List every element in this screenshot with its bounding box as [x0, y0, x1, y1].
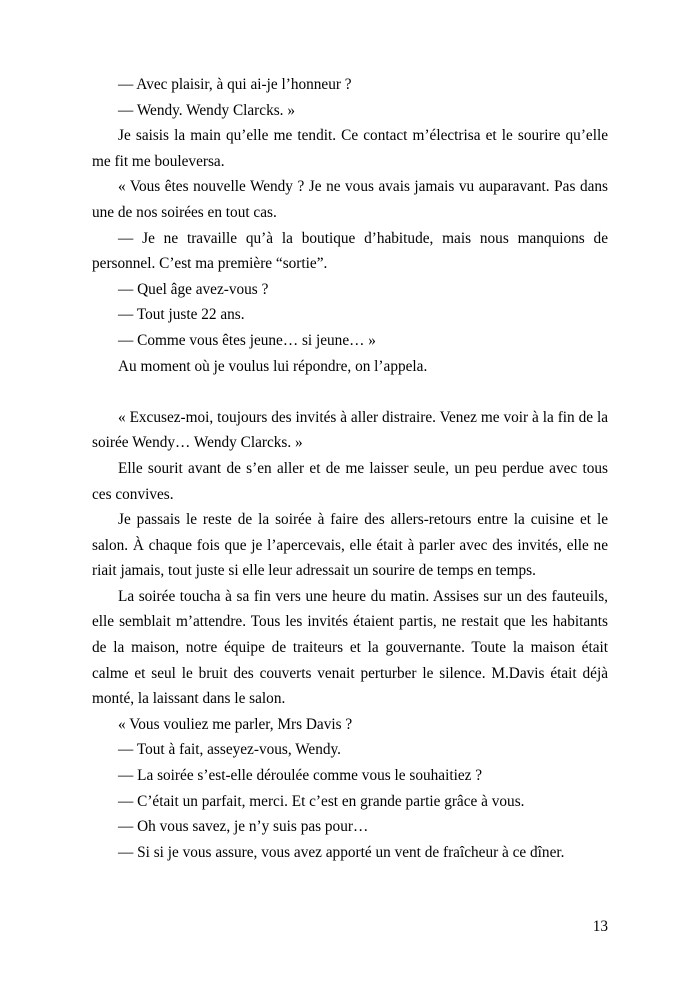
page-body-text	[92, 72, 608, 865]
paragraph: Je saisis la main qu’elle me tendit. Ce contact m’électrisa et le sourire qu’elle me fit me bouleversa.	[92, 127, 608, 170]
paragraph: — Oh vous savez, je n’y suis pas pour…	[118, 818, 369, 836]
page-number: 13	[592, 917, 608, 935]
paragraph: — Si si je vous assure, vous avez apporté un vent de fraîcheur à ce dîner.	[118, 843, 565, 861]
paragraph: Au moment où je voulus lui répondre, on l’appela.	[118, 357, 428, 375]
paragraph: — Quel âge avez-vous ?	[118, 280, 269, 298]
paragraph: — La soirée s’est-elle déroulée comme vous le souhaitiez ?	[118, 767, 483, 785]
paragraph: — C’était un parfait, merci. Et c’est en grande partie grâce à vous.	[118, 792, 525, 810]
paragraph: « Excusez-moi, toujours des invités à aller distraire. Venez me voir à la fin de la soirée Wendy… Wendy Clarcks. »	[92, 408, 608, 452]
paragraph: « Vous vouliez me parler, Mrs Davis ?	[118, 715, 353, 733]
paragraph: — Wendy. Wendy Clarcks. »	[118, 101, 295, 119]
paragraph: — Comme vous êtes jeune… si jeune… »	[118, 331, 376, 349]
paragraph: Elle sourit avant de s’en aller et de me laisser seule, un peu perdue avec tous ces convives.	[92, 459, 608, 503]
paragraph: Je passais le reste de la soirée à faire des allers-retours entre la cuisine et le salon. À chaque fois que je l’apercevais, elle était à parler avec des invités, elle ne riait jamais, tout juste si elle leur adressait un sourire de temps en temps.	[92, 511, 608, 580]
paragraph: « Vous êtes nouvelle Wendy ? Je ne vous avais jamais vu auparavant. Pas dans une de nos soirées en tout cas.	[92, 178, 608, 221]
paragraph: La soirée toucha à sa fin vers une heure du matin. Assises sur un des fauteuils, elle semblait m’attendre. Tous les invités étaient partis, ne restait que les habitants de la maison, notre équipe de traiteurs et la gouvernante. Toute la maison était calme et seul le bruit des couverts venait perturber le silence. M.Davis était déjà monté, la laissant dans le salon.	[92, 587, 608, 708]
paragraph: — Avec plaisir, à qui ai-je l’honneur ?	[118, 76, 352, 93]
paragraph: — Tout à fait, asseyez-vous, Wendy.	[118, 741, 341, 759]
paragraph: — Tout juste 22 ans.	[118, 306, 245, 324]
paragraph: — Je ne travaille qu’à la boutique d’habitude, mais nous manquions de personnel. C’est ma première “sortie”.	[92, 229, 608, 273]
